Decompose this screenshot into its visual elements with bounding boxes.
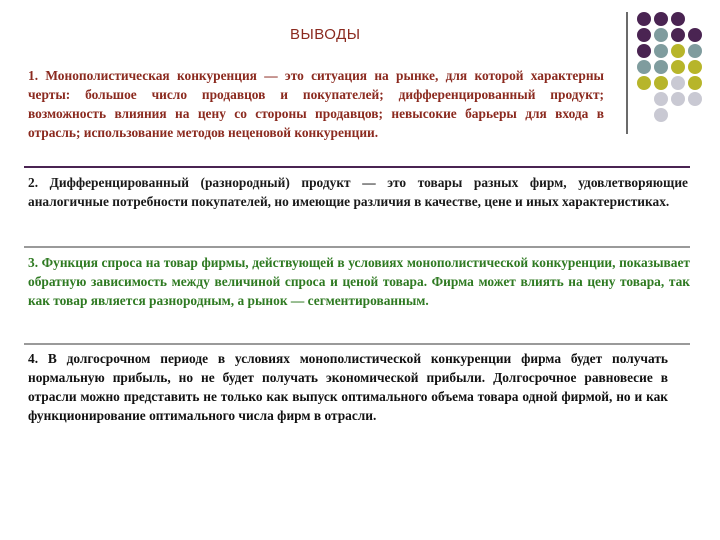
- decorative-dot: [688, 28, 702, 42]
- decorative-dot: [671, 92, 685, 106]
- decorative-dot: [637, 76, 651, 90]
- decorative-dot: [654, 108, 668, 122]
- decorative-dot: [688, 44, 702, 58]
- conclusion-paragraph-1: 1. Монополистическая конкуренция — это ситуация на рынке, для которой характерны черты: большое число продавцов и покупателей; дифференцированный продукт; возможность влияния на цену со стороны продавцов; невысокие барьеры для входа в отрасль; использование методов неценовой конкуренции.: [28, 68, 604, 140]
- decorative-dot: [671, 60, 685, 74]
- decorative-dot: [671, 12, 685, 26]
- page-title: ВЫВОДЫ: [290, 26, 361, 43]
- decorative-dot: [688, 60, 702, 74]
- decorative-dot: [637, 60, 651, 74]
- decorative-dot: [654, 60, 668, 74]
- decorative-divider: [626, 12, 628, 134]
- decorative-dot-grid: [637, 12, 717, 122]
- decorative-dot: [671, 28, 685, 42]
- section-separator: [24, 166, 690, 168]
- decorative-dot: [688, 92, 702, 106]
- conclusion-paragraph-2: 2. Дифференцированный (разнородный) продукт — это товары разных фирм, удовлетворяющие аналогичные потребности покупателей, но имеющие различия в качестве, цене и иных характеристиках.: [28, 175, 688, 209]
- decorative-dot: [688, 76, 702, 90]
- decorative-dot: [671, 76, 685, 90]
- decorative-dot: [654, 12, 668, 26]
- decorative-dot: [654, 28, 668, 42]
- decorative-dot: [637, 28, 651, 42]
- decorative-dot: [671, 44, 685, 58]
- conclusion-paragraph-4: 4. В долгосрочном периоде в условиях монополистической конкуренции фирма будет получать нормальную прибыль, но не будет получать экономической прибыли. Долгосрочное равновесие в отрасли можно представить не только как выпуск оптимального объема товара одной фирмой, но и как функционирование оптимального числа фирм в отрасли.: [28, 351, 668, 423]
- decorative-dot: [654, 44, 668, 58]
- decorative-dot: [654, 76, 668, 90]
- section-separator: [24, 246, 690, 248]
- decorative-dot: [637, 12, 651, 26]
- decorative-dot: [654, 92, 668, 106]
- section-separator: [24, 343, 690, 345]
- conclusion-paragraph-3: 3. Функция спроса на товар фирмы, действующей в условиях монополистической конкуренции, показывает обратную зависимость между величиной спроса и ценой товара. Фирма может влиять на цену товара, так как товар является разнородным, а рынок — сегментированным.: [28, 255, 690, 308]
- decorative-dot: [637, 44, 651, 58]
